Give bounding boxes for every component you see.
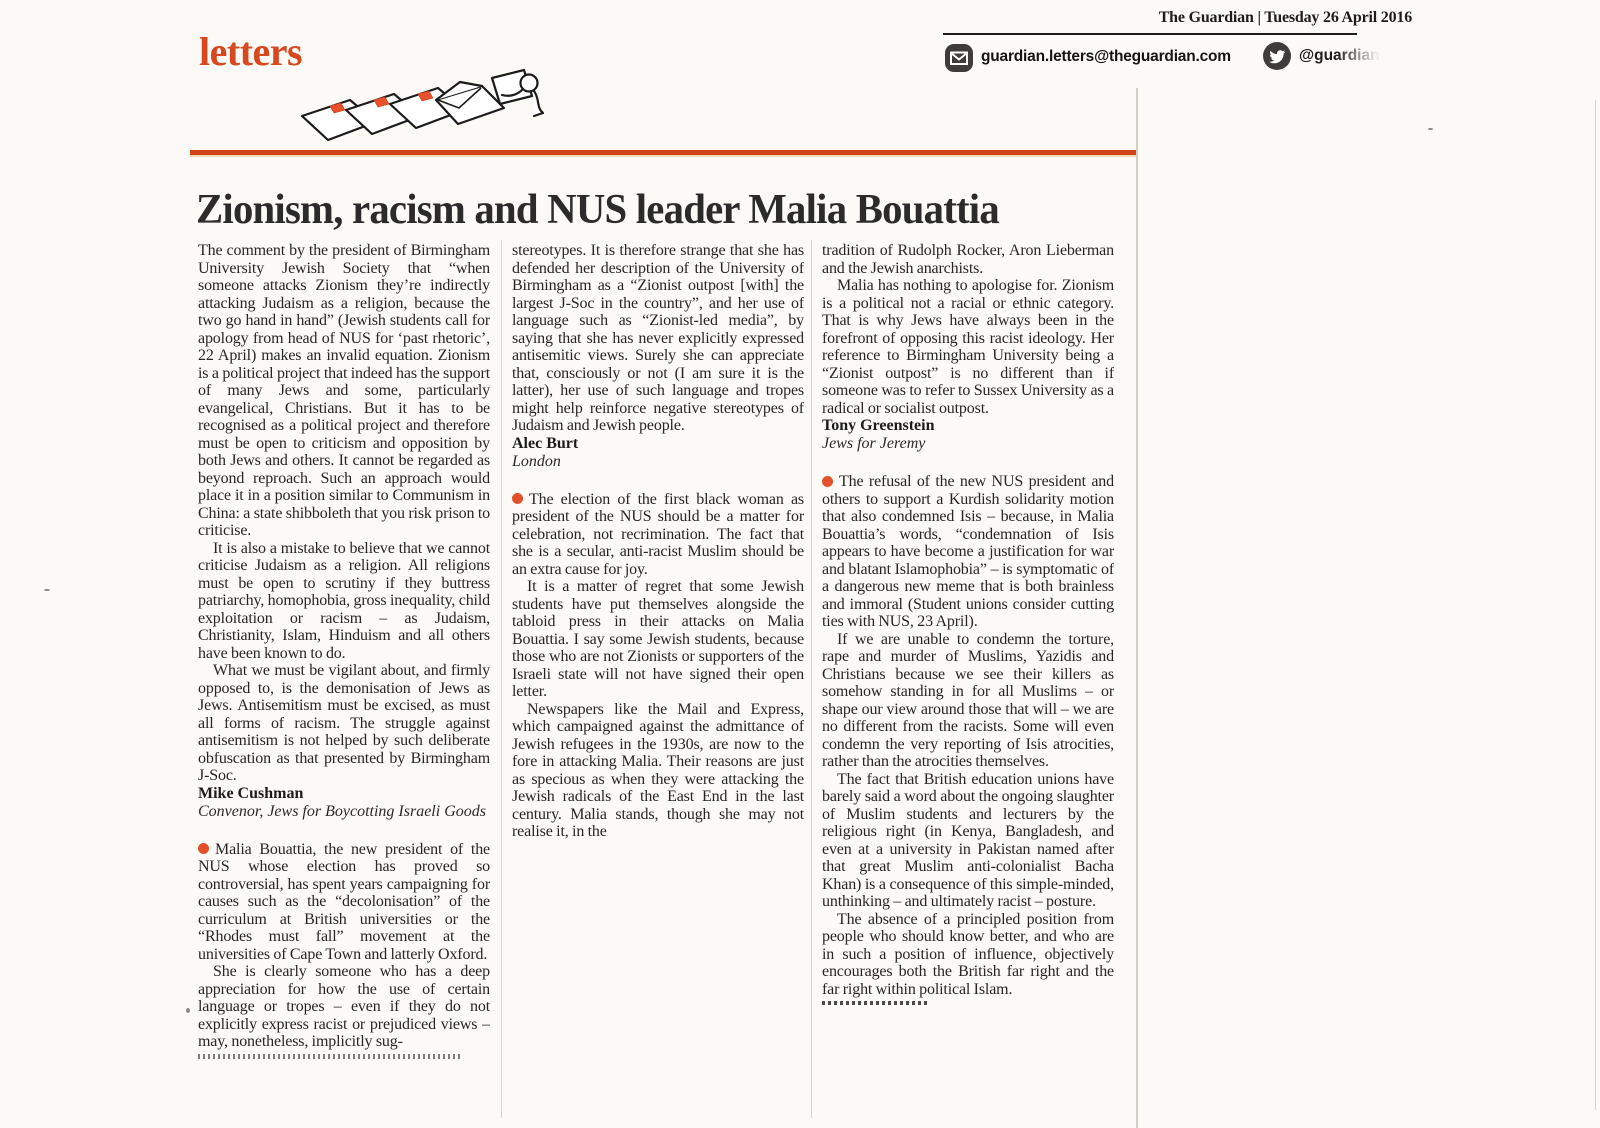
- letter-paragraph: The refusal of the new NUS president and others to support a Kurdish solidarity motion that also condemned Isis – because, in Malia Bouattia’s words, “condemnation of Isis appears to have become a justification for war and blatant Islamophobia” – is symptomatic of a dangerous new meme that is both brainless and immoral (Student unions consider cutting ties with NUS, 23 April).: [822, 473, 1114, 630]
- letter-paragraph: stereotypes. It is therefore strange that she has defended her description of the University of Birmingham as a “Zionist outpost [with] the largest J-Soc in the country”, and her use of language such as “Zionist-led media”, by saying that she has never explicitly expressed antisemitic views. Surely she can appreciate that, consciously or not (I am sure it is the latter), her use of such language and tropes might help reinforce negative stereotypes of Judaism and Jewish people.: [512, 242, 804, 434]
- signature-role: Jews for Jeremy: [822, 435, 926, 452]
- signature-role: London: [512, 452, 561, 470]
- clipped-text-line: [822, 1001, 930, 1005]
- column-rule: [501, 240, 502, 1118]
- letters-envelopes-illustration: [296, 66, 546, 152]
- letter-paragraph: tradition of Rudolph Rocker, Aron Lieberman and the Jewish anarchists.: [822, 242, 1114, 277]
- bullet-icon: [512, 493, 523, 504]
- publication-date: The Guardian | Tuesday 26 April 2016: [1158, 9, 1412, 26]
- letters-email: guardian.letters@theguardian.com: [981, 48, 1231, 65]
- scan-speck: [1428, 128, 1433, 130]
- letters-column-2: [512, 242, 804, 1128]
- letters-column-3: [822, 242, 1114, 1128]
- section-title: letters: [199, 29, 303, 74]
- clipped-text-line: [198, 1054, 460, 1059]
- letter-paragraph: If we are unable to condemn the torture, rape and murder of Muslims, Yazidis and Christians because we see their killers as somehow standing in for all Muslims – or shape our view around those that will – we are no different from the racists. Some will even condemn the very reporting of Isis atrocities, rather than the atrocities themselves.: [822, 630, 1114, 770]
- letter-paragraph: The fact that British education unions have barely said a word about the ongoing slaughter of Muslim students and lecturers by the religious right (in Kenya, Bangladesh, and even at a university in Pakistan named after that great Muslim anti-colonialist Bacha Khan) is a consequence of this simple-minded, unthinking – and ultimately racist – posture.: [822, 770, 1114, 910]
- signature-name: Tony Greenstein: [822, 417, 935, 434]
- accent-rule: [190, 150, 1136, 155]
- header-rule: [943, 33, 1357, 35]
- letter-paragraph: It is a matter of regret that some Jewish students have put themselves alongside the tabloid press in their attacks on Malia Bouattia. I say some Jewish students, because those who are not Zionists or supporters of the Israeli state will not have signed their open letter.: [512, 578, 804, 700]
- envelope-icon: [944, 43, 974, 73]
- letter-paragraph: The election of the first black woman as president of the NUS should be a matter for celebration, not recrimination. The fact that she is a secular, anti-racist Muslim should be an extra cause for joy.: [512, 490, 804, 578]
- scan-edge-line: [1595, 100, 1596, 1110]
- twitter-icon: [1262, 41, 1292, 71]
- scan-speck: [186, 1008, 190, 1013]
- letter-paragraph: It is also a mistake to believe that we cannot criticise Judaism as a religion. All religions must be open to scrutiny if they buttress patriarchy, homophobia, gross inequality, child exploitation or racism – as Judaism, Christianity, Islam, Hinduism and all others have been known to do.: [198, 539, 490, 662]
- signature-name: Mike Cushman: [198, 784, 304, 802]
- letter-paragraph: Newspapers like the Mail and Express, which campaigned against the admittance of Jewish refugees in the 1930s, are now to the fore in attacking Malia. Their reasons are just as specious as when they were attacking the Jewish radicals of the East End in the last century. Malia stands, though she may not realise it, in the: [512, 700, 804, 840]
- letter-paragraph: She is clearly someone who has a deep appreciation for how the use of certain language or tropes – even if they do not explicitly express racist or prejudiced views – may, nonetheless, implicitly sug-: [198, 963, 490, 1050]
- column-rule: [811, 240, 812, 1118]
- headline: Zionism, racism and NUS leader Malia Bouattia: [196, 187, 999, 234]
- letter-paragraph: What we must be vigilant about, and firmly opposed to, is the demonisation of Jews as Jews. Antisemitism must be excised, as must all forms of racism. The struggle against antisemitism is not helped by such deliberate obfuscation as that presented by Birmingham J-Soc.: [198, 662, 490, 784]
- signature-name: Alec Burt: [512, 434, 579, 452]
- letter-paragraph: Malia Bouattia, the new president of the NUS whose election has proved so controversial, has spent years campaigning for causes such as the “decolonisation” of the curriculum at British universities or the “Rhodes must fall” movement at the universities of Cape Town and latterly Oxford.: [198, 840, 490, 963]
- letter-paragraph: Malia has nothing to apologise for. Zionism is a political not a racial or ethnic category. That is why Jews have always been in the forefront of opposing this racist ideology. Her reference to Birmingham University being a “Zionist outpost” is no different than if someone was to refer to Sussex University as a radical or socialist outpost.: [822, 277, 1114, 417]
- bullet-icon: [822, 476, 833, 487]
- letters-column-1: [198, 242, 490, 1128]
- twitter-handle: @guardian: [1299, 47, 1380, 64]
- signature-role: Convenor, Jews for Boycotting Israeli Goods: [198, 802, 486, 820]
- scan-speck: [44, 589, 50, 591]
- page-fold-line: [1136, 88, 1138, 1128]
- letter-paragraph: The comment by the president of Birmingham University Jewish Society that “when someone attacks Zionism they’re indirectly attacking Judaism as a religion, because the two go hand in hand” (Jewish students call for apology from head of NUS for ‘past rhetoric’, 22 April) makes an invalid equation. Zionism is a political project that indeed has the support of many Jews and some, particularly evangelical, Christians. But it has to be recognised as a political project and therefore must be open to criticism and opposition by both Jews and others. It cannot be regarded as beyond reproach. Such an approach would place it in a position similar to Communism in China: a state shibboleth that you risk prison to criticise.: [198, 242, 490, 539]
- letter-paragraph: The absence of a principled position from people who should know better, and who are in such a position of influence, objectively encourages both the British far right and the far right within political Islam.: [822, 910, 1114, 998]
- bullet-icon: [198, 843, 209, 854]
